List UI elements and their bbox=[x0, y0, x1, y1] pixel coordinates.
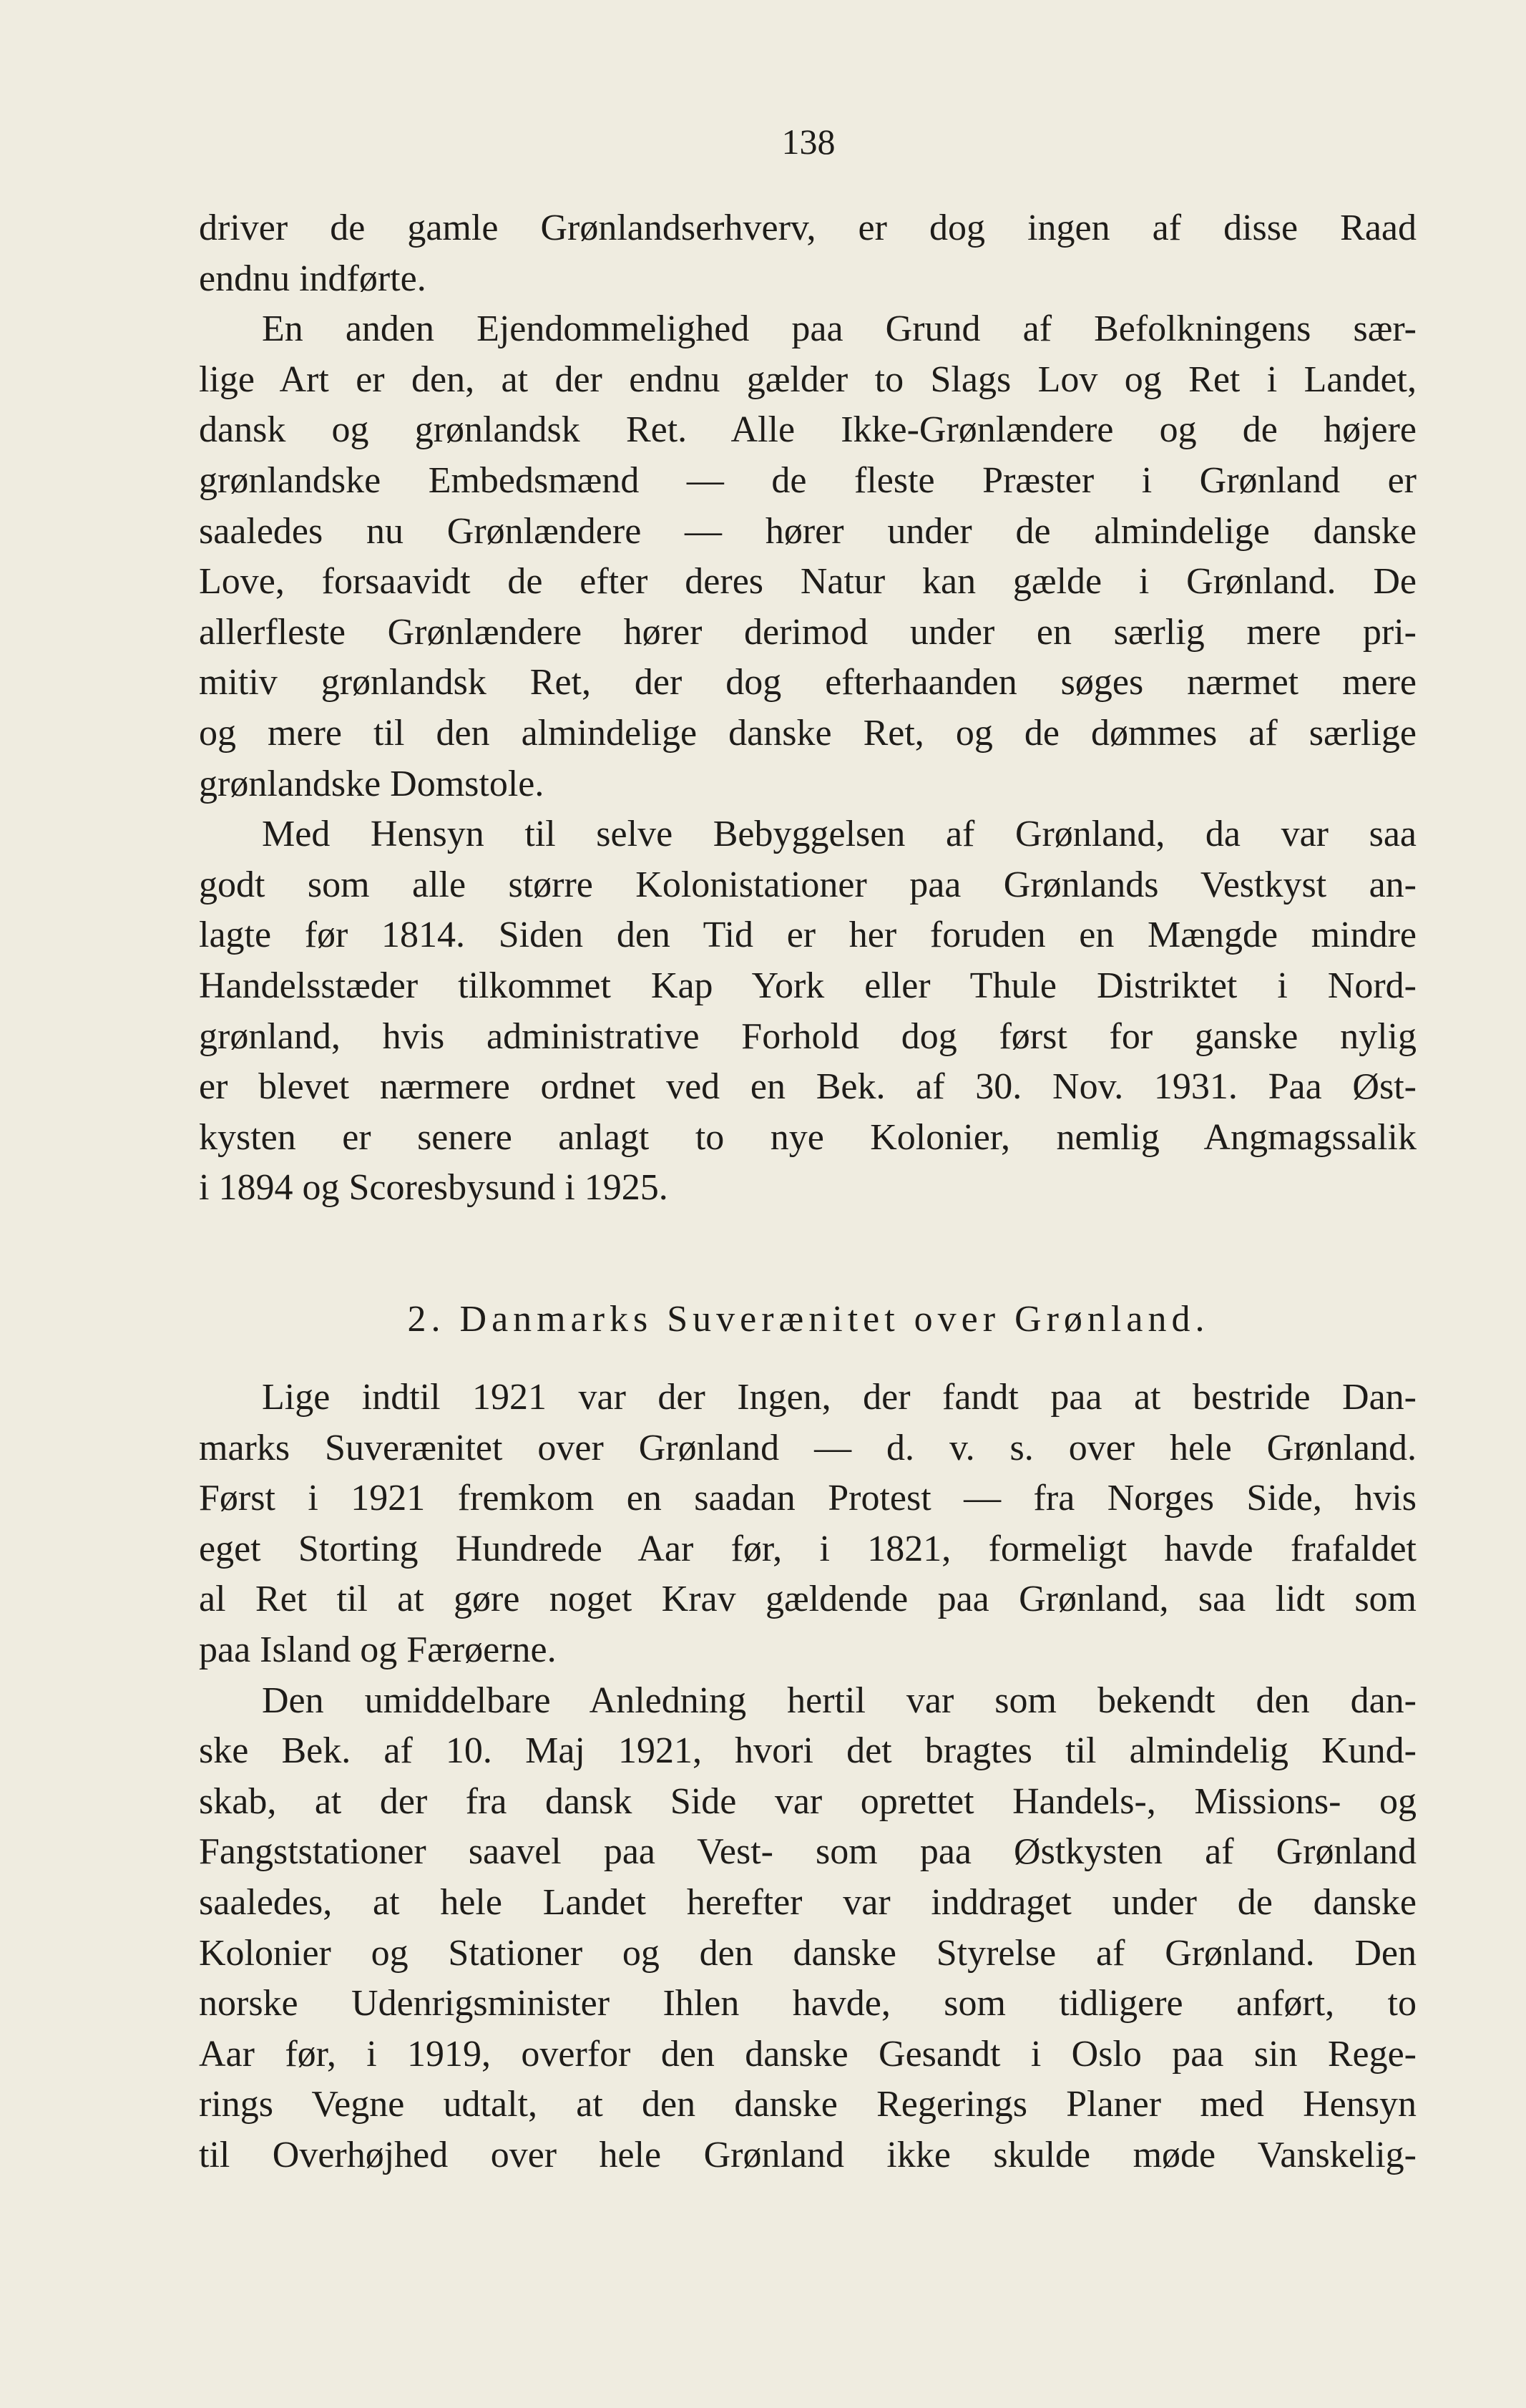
text-line: skab, at der fra dansk Side var oprettet Handels-, Missions- og bbox=[199, 1780, 1417, 1822]
text-line: paa Island og Færøerne. bbox=[199, 1629, 557, 1670]
text-line: Love, forsaavidt de efter deres Natur kan gælde i Grønland. De bbox=[199, 561, 1417, 603]
text-line: saaledes nu Grønlændere — hører under de almindelige danske bbox=[199, 510, 1417, 552]
text-line: al Ret til at gøre noget Krav gældende paa Grønland, saa lidt som bbox=[199, 1579, 1417, 1620]
text-line: grønland, hvis administrative Forhold dog først for ganske nylig bbox=[199, 1015, 1417, 1057]
text-line: rings Vegne udtalt, at den danske Regerings Planer med Hensyn bbox=[199, 2084, 1417, 2125]
text-line: er blevet nærmere ordnet ved en Bek. af 30. Nov. 1931. Paa Øst- bbox=[199, 1066, 1417, 1108]
text-line: Den umiddelbare Anledning hertil var som bekendt den dan- bbox=[262, 1680, 1417, 1721]
text-line: Lige indtil 1921 var der Ingen, der fandt paa at bestride Dan- bbox=[262, 1377, 1417, 1418]
text-line: dansk og grønlandsk Ret. Alle Ikke-Grønlændere og de højere bbox=[199, 409, 1417, 451]
text-line: Med Hensyn til selve Bebyggelsen af Grønland, da var saa bbox=[262, 814, 1417, 855]
text-line: lagte før 1814. Siden den Tid er her foruden en Mængde mindre bbox=[199, 915, 1417, 956]
text-line: allerfleste Grønlændere hører derimod under en særlig mere pri- bbox=[199, 611, 1417, 653]
text-line: Kolonier og Stationer og den danske Styrelse af Grønland. Den bbox=[199, 1932, 1417, 1974]
text-line: Først i 1921 fremkom en saadan Protest — fra Norges Side, hvis bbox=[199, 1478, 1417, 1519]
text-line: driver de gamle Grønlandserhverv, er dog ingen af disse Raad bbox=[199, 208, 1417, 248]
text-line: En anden Ejendommelighed paa Grund af Befolkningens sær- bbox=[262, 308, 1417, 350]
text-line: marks Suverænitet over Grønland — d. v. s. over hele Grønland. bbox=[199, 1427, 1417, 1468]
text-line: saaledes, at hele Landet herefter var inddraget under de danske bbox=[199, 1881, 1417, 1923]
text-line: grønlandske Domstole. bbox=[199, 763, 544, 804]
text-line: ske Bek. af 10. Maj 1921, hvori det bragtes til almindelig Kund- bbox=[199, 1730, 1417, 1772]
text-line: og mere til den almindelige danske Ret, og de dømmes af særlige bbox=[199, 712, 1417, 754]
body-text-block-1 bbox=[199, 203, 1417, 1214]
text-line: norske Udenrigsminister Ihlen havde, som tidligere anført, to bbox=[199, 1983, 1417, 2024]
body-text-block-2 bbox=[199, 1373, 1417, 2181]
text-line: lige Art er den, at der endnu gælder to Slags Lov og Ret i Landet, bbox=[199, 359, 1417, 400]
text-line: kysten er senere anlagt to nye Kolonier, nemlig Angmagssalik bbox=[199, 1116, 1417, 1158]
page-number: 138 bbox=[781, 122, 836, 162]
text-line: til Overhøjhed over hele Grønland ikke skulde møde Vanskelig- bbox=[199, 2134, 1417, 2175]
text-line: Aar før, i 1919, overfor den danske Gesandt i Oslo paa sin Rege- bbox=[199, 2033, 1417, 2075]
text-line: Fangststationer saavel paa Vest- som paa Østkysten af Grønland bbox=[199, 1831, 1417, 1873]
text-line: mitiv grønlandsk Ret, der dog efterhaanden søges nærmet mere bbox=[199, 662, 1417, 703]
section-heading: 2. Danmarks Suverænitet over Grønland. bbox=[407, 1299, 1210, 1340]
text-line: endnu indførte. bbox=[199, 258, 426, 299]
text-line: grønlandske Embedsmænd — de fleste Præster i Grønland er bbox=[199, 459, 1417, 501]
text-line: eget Storting Hundrede Aar før, i 1821, formeligt havde frafaldet bbox=[199, 1528, 1417, 1569]
text-line: Handelsstæder tilkommet Kap York eller Thule Distriktet i Nord- bbox=[199, 965, 1417, 1006]
text-line: godt som alle større Kolonistationer paa Grønlands Vestkyst an- bbox=[199, 864, 1417, 905]
text-line: i 1894 og Scoresbysund i 1925. bbox=[199, 1167, 668, 1209]
